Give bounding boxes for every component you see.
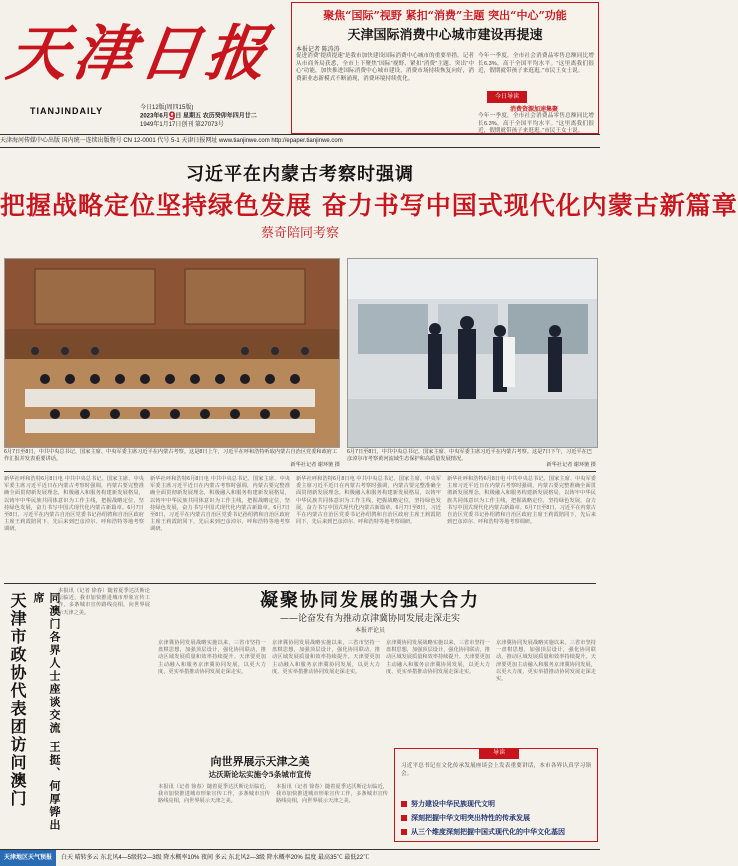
commentary-col2: 京津冀协同发展战略实施以来，三省市坚持一盘棋思想，加强顶层设计，强化协同联动，推动区域发展质量和效率持续提升。天津要更加主动融入和服务京津冀协同发展，以更大力度、更实举措推动协同发展走深走实。: [272, 640, 380, 675]
commentary-author: 本报评论员: [354, 627, 385, 634]
lead-headline[interactable]: 把握战略定位坚持绿色发展 奋力书写中国式现代化内蒙古新篇章: [0, 191, 738, 220]
credit-right: 新华社记者 谢环驰 摄: [546, 462, 596, 468]
date-day: 9: [168, 109, 176, 123]
masthead-info: [140, 104, 290, 129]
guide-item[interactable]: [401, 827, 589, 837]
guide-item-label: 从三个维度深刻把握中国式现代化的中华文化基因: [411, 827, 565, 836]
guide-item[interactable]: [401, 799, 589, 809]
bullet-icon: [401, 801, 407, 807]
lead-subhead: 蔡奇陪同考察: [260, 226, 339, 241]
commentary-col3: 京津冀协同发展战略实施以来，三省市坚持一盘棋思想，加强顶层设计，强化协同联动，推动区域发展质量和效率持续提升。天津要更加主动融入和服务京津冀协同发展，以更大力度、更实举措推动协同发展走深走实。: [386, 640, 490, 675]
masthead-pinyin: TIANJINDAILY: [30, 106, 104, 116]
date-weekday: 日 星期五 农历癸卯年四月廿二: [175, 113, 257, 120]
top-story-kicker: 聚焦“国际”视野 紧扣“消费”主题 突出“中心”功能: [323, 9, 567, 22]
lead-body-col2: 新华社呼和浩特6月8日电 中共中央总书记、国家主席、中央军委主席习近平近日在内蒙古考察时强调，内蒙古要完整准确全面贯彻新发展理念，积极融入和服务构建新发展格局，以铸牢中华民族共同体意识为工作主线，把握战略定位，坚持绿色发展，奋力书写中国式现代化内蒙古新篇章。6月7日至8日，习近平在内蒙古自治区党委书记孙绍骋和自治区政府主席王莉霞陪同下，先后来到巴彦淖尔、呼和浩特等地考察调研。: [150, 476, 290, 533]
edition-line: 今日12版(周四15版): [140, 105, 194, 111]
lead-kicker: 习近平在内蒙古考察时强调: [186, 164, 414, 185]
top-story-badge: 今日导读: [487, 91, 527, 103]
bullet-icon: [401, 815, 407, 821]
bullet-icon: [401, 829, 407, 835]
lead-photo-left: [4, 258, 340, 448]
caption-left: 6月7日至8日，中共中央总书记、国家主席、中央军委主席习近平在内蒙古考察。这是8日上午，习近平在呼和浩特听取内蒙古自治区党委和政府工作汇报并发表重要讲话。: [4, 449, 338, 462]
side-story[interactable]: [0, 588, 61, 836]
top-story-byline: 本报记者 陈涛涛: [296, 47, 340, 53]
world-story-col1: 本报讯（记者 徐春）随着夏季达沃斯论坛临近，我市加快推进城市形象宣传工作，多条城市宣传路线亮相，向世界展示天津之美。: [158, 784, 270, 805]
top-story-text-b: 今年一季度，全市社会消费品零售总额同比增长6.3%，高于全国平均水平。“这里离我们很近，假期就带孩子来逛逛。”市民王女士说。: [478, 53, 594, 74]
guide-tag: 导读: [479, 748, 519, 759]
side-story-subtitle: 同澳门各界人士座谈交流 王挺、何厚铧出席: [32, 592, 61, 832]
commentary-col1: 京津冀协同发展战略实施以来，三省市坚持一盘棋思想，加强顶层设计，强化协同联动，推动区域发展质量和效率持续提升。天津要更加主动融入和服务京津冀协同发展，以更大力度、更实举措推动协同发展走深走实。: [158, 640, 266, 675]
masthead-logo: 天津日报: [3, 19, 277, 89]
commentary-title[interactable]: 凝聚协同发展的强大合力: [260, 590, 480, 611]
lead-body-col1: 新华社呼和浩特6月8日电 中共中央总书记、国家主席、中央军委主席习近平近日在内蒙古考察时强调，内蒙古要完整准确全面贯彻新发展理念，积极融入和服务构建新发展格局，以铸牢中华民族共同体意识为工作主线，把握战略定位，坚持绿色发展，奋力书写中国式现代化内蒙古新篇章。6月7日至8日，习近平在内蒙古自治区党委书记孙绍骋和自治区政府主席王莉霞陪同下，先后来到巴彦淖尔、呼和浩特等地考察调研。: [4, 476, 144, 533]
world-story-subtitle: 达沃斯论坛实施令5条城市宣传: [208, 770, 312, 779]
issue-number: 1949年1月17日创刊 第27073号: [140, 121, 224, 128]
guide-box[interactable]: [394, 748, 598, 842]
lead-body-col4: 新华社呼和浩特6月8日电 中共中央总书记、国家主席、中央军委主席习近平近日在内蒙古考察时强调，内蒙古要完整准确全面贯彻新发展理念，积极融入和服务构建新发展格局，以铸牢中华民族共同体意识为工作主线，把握战略定位，坚持绿色发展，奋力书写中国式现代化内蒙古新篇章。6月7日至8日，习近平在内蒙古自治区党委书记孙绍骋和自治区政府主席王莉霞陪同下，先后来到巴彦淖尔、呼和浩特等地考察调研。: [447, 476, 596, 526]
commentary-col4: 京津冀协同发展战略实施以来，三省市坚持一盘棋思想，加强顶层设计，强化协同联动，推动区域发展质量和效率持续提升。天津要更加主动融入和服务京津冀协同发展，以更大力度、更实举措推动协同发展走深走实。: [496, 640, 596, 683]
top-story-headline[interactable]: 天津国际消费中心城市建设再提速: [347, 28, 543, 43]
world-story-title[interactable]: 向世界展示天津之美: [210, 755, 310, 768]
lead-body-col3: 新华社呼和浩特6月8日电 中共中央总书记、国家主席、中央军委主席习近平近日在内蒙古考察时强调，内蒙古要完整准确全面贯彻新发展理念，积极融入和服务构建新发展格局，以铸牢中华民族共同体意识为工作主线，把握战略定位，坚持绿色发展，奋力书写中国式现代化内蒙古新篇章。6月7日至8日，习近平在内蒙古自治区党委书记孙绍骋和自治区政府主席王莉霞陪同下，先后来到巴彦淖尔、呼和浩特等地考察调研。: [296, 476, 441, 526]
side-story-title[interactable]: 天津市政协代表团访问澳门: [8, 592, 27, 808]
date-month: 2023年6月: [140, 113, 169, 120]
guide-item[interactable]: [401, 813, 589, 823]
top-story-text-c: 今年一季度，全市社会消费品零售总额同比增长6.3%，高于全国平均水平。“这里离我们很近，假期就带孩子来逛逛。”市民王女士说。: [478, 113, 594, 134]
guide-item-label: 努力建设中华民族现代文明: [411, 799, 495, 808]
top-story-sub: 消费资源加速集聚: [509, 106, 558, 113]
exhibition-photo-image: [348, 259, 597, 447]
world-story-col2: 本报讯（记者 徐春）随着夏季达沃斯论坛临近，我市加快推进城市形象宣传工作，多条城市宣传路线亮相，向世界展示天津之美。: [276, 784, 388, 805]
commentary-subtitle: ——论奋发有为推动京津冀协同发展走深走实: [279, 614, 460, 624]
meeting-photo-image: [5, 259, 339, 447]
caption-right: 6月7日至8日，中共中央总书记、国家主席、中央军委主席习近平在内蒙古考察。这是7日下午，习近平在巴彦淖尔市考察黄河流域生态保护和高质量发展情况。: [347, 449, 592, 462]
lead-photo-right: [347, 258, 598, 448]
weather-text: 白天 晴转多云 东北风4—5级转2—3级 降水概率10% 夜间 多云 东北风2—3级 降水概率20% 温度 最高35℃ 最低22℃: [61, 855, 370, 861]
top-story-box[interactable]: [291, 2, 599, 134]
side-story-body: 本报讯（记者 徐春）随着夏季达沃斯论坛临近，我市加快推进城市形象宣传工作，多条城市宣传路线亮相，向世界展示天津之美。: [58, 588, 150, 616]
divider: [4, 583, 596, 584]
issue-date: [140, 109, 290, 123]
top-story-text-a: 促进消费“提质提速”是我市加快建设国际消费中心城市的重要举措。记者从市商务局获悉，全市上下聚焦“国际”视野、紧扣“消费”主题、突出“中心”功能，加快推进国际消费中心城市建设，消费市场持续恢复向好，消费新业态新模式不断涌现，消费环境持续优化。: [296, 53, 474, 82]
guide-item-label: 深刻把握中华文明突出特性的传承发展: [411, 813, 530, 822]
weather-label: 天津地区天气预报: [0, 850, 56, 866]
credit-left: 新华社记者 谢环驰 摄: [290, 462, 340, 468]
guide-intro: 习近平总书记在文化传承发展座谈会上发表重要讲话，本市各界认真学习领会。: [401, 763, 591, 777]
divider: [4, 471, 596, 472]
weather-bar: [0, 849, 600, 866]
masthead-bar: 天津海河传媒中心出版 国内统一连续出版物号 CN 12-0001 代号 5-1 天津日报网址 www.tianjinwe.com http://epaper.tianjinwe.com: [0, 134, 600, 148]
